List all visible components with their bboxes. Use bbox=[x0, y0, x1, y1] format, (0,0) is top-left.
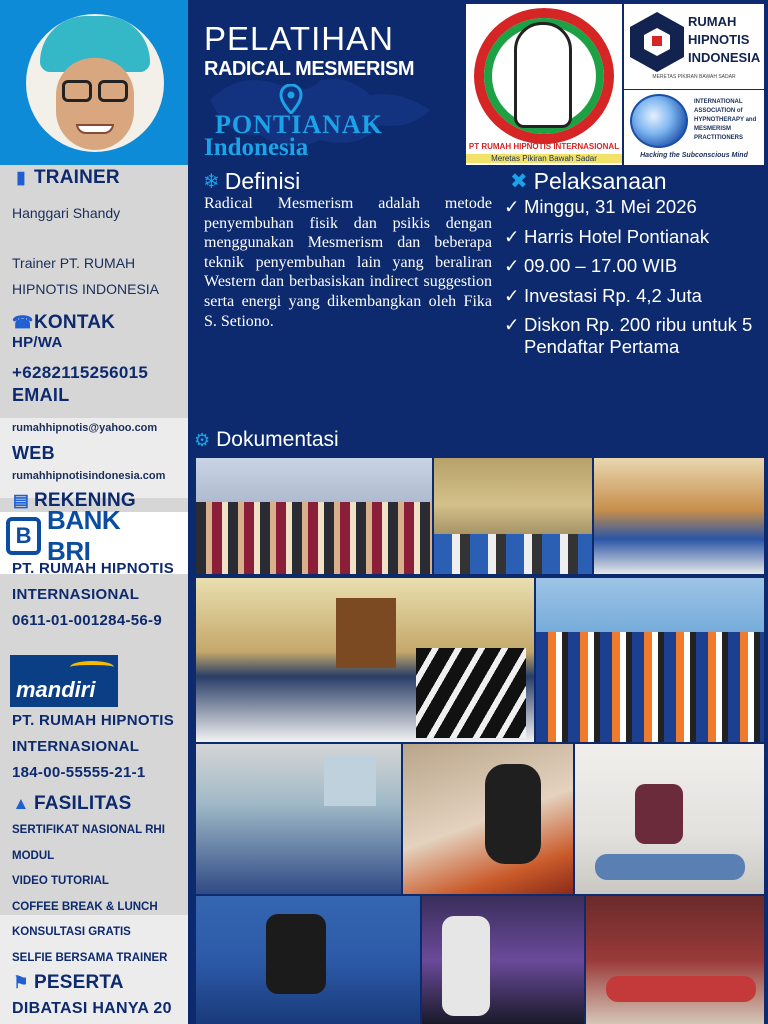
definisi-body: Radical Mesmerism adalah metode penyembuhan fisik dan psikis dengan menggunakan Mesmerism dan beberapa teknik penyembuhan lain yang beraliran Western dan berbasiskan indirect suggestion serta energi yang dikembangkan oleh Fika S. Setiono. bbox=[204, 195, 492, 330]
documentation-photo bbox=[536, 578, 764, 742]
fasilitas-item: MODUL bbox=[12, 849, 55, 862]
ganesha-mascot-icon bbox=[514, 22, 572, 128]
bri-mark-icon: B bbox=[6, 517, 41, 555]
rhi-logo: PT RUMAH HIPNOTIS INTERNASIONAL Meretas Pikiran Bawah Sadar bbox=[466, 4, 622, 165]
fasilitas-item: KONSULTASI GRATIS bbox=[12, 926, 131, 939]
briefcase-icon: ▤ bbox=[12, 491, 30, 510]
pelaksanaan-item: ✓ Harris Hotel Pontianak bbox=[504, 225, 710, 247]
pelaksanaan-heading: ✖ Pelaksanaan bbox=[510, 168, 667, 194]
trainer-heading: ▮ TRAINER bbox=[12, 167, 188, 189]
email-address[interactable]: rumahhipnotis@yahoo.com bbox=[12, 422, 158, 434]
trainer-photo-band bbox=[0, 0, 188, 165]
phone-icon: ☎ bbox=[12, 313, 34, 332]
bri-account-number: 0611-01-001284-56-9 bbox=[12, 612, 162, 629]
check-icon: ✓ bbox=[504, 255, 520, 276]
mandiri-logo: mandiri bbox=[10, 655, 118, 707]
check-icon: ✓ bbox=[504, 225, 520, 247]
peserta-text: DIBATASI HANYA 20 bbox=[12, 1000, 172, 1017]
fasilitas-list bbox=[0, 818, 188, 972]
tools-icon: ✖ bbox=[510, 170, 528, 193]
fasilitas-item: VIDEO TUTORIAL bbox=[12, 875, 109, 888]
definisi-heading: ❄ Definisi bbox=[203, 168, 301, 194]
brain-gear-icon: ⚙ bbox=[194, 429, 211, 450]
fasilitas-item: COFFEE BREAK & LUNCH bbox=[12, 900, 158, 913]
hp-label: HP/WA bbox=[12, 334, 63, 351]
documentation-photo bbox=[196, 744, 401, 894]
pelaksanaan-item: ✓ 09.00 – 17.00 WIB bbox=[504, 255, 678, 276]
fasilitas-heading: ▲ FASILITAS bbox=[12, 793, 132, 814]
flag-icon: ⚑ bbox=[13, 973, 29, 992]
documentation-photo bbox=[196, 578, 534, 742]
pelaksanaan-list bbox=[504, 196, 760, 365]
bri-logo: B BANK BRI bbox=[6, 516, 166, 556]
globe-icon bbox=[630, 94, 688, 148]
id-card-icon: ▮ bbox=[16, 168, 26, 187]
documentation-photo bbox=[403, 744, 573, 894]
documentation-photo bbox=[422, 896, 584, 1024]
hexagon-icon bbox=[652, 36, 662, 46]
event-country: Indonesia bbox=[204, 134, 309, 161]
web-label: WEB bbox=[12, 443, 55, 463]
mandiri-account-name-1: PT. RUMAH HIPNOTIS bbox=[12, 712, 175, 729]
documentation-photo bbox=[196, 458, 432, 574]
iahmp-logo: INTERNATIONAL ASSOCIATION of HYPNOTHERAPY and MESMERISM PRACTITIONERS Hacking the Subconscious Mind bbox=[624, 90, 764, 165]
peserta-heading: ⚑ PESERTA bbox=[13, 972, 124, 993]
documentation-photo bbox=[575, 744, 764, 894]
mandiri-account-number: 184-00-55555-21-1 bbox=[12, 764, 146, 781]
documentation-photo bbox=[434, 458, 592, 574]
bri-account-name-1: PT. RUMAH HIPNOTIS bbox=[12, 560, 175, 577]
pelaksanaan-item: ✓ Investasi Rp. 4,2 Juta bbox=[504, 284, 702, 306]
cog-icon: ❄ bbox=[203, 171, 220, 193]
check-icon: ✓ bbox=[504, 314, 520, 335]
pelaksanaan-item: ✓ Diskon Rp. 200 ribu untuk 5 Pendaftar Pertama bbox=[504, 314, 753, 357]
documentation-photo bbox=[586, 896, 764, 1024]
bri-account-name-2: INTERNASIONAL bbox=[12, 586, 140, 603]
fasilitas-item: SERTIFIKAT NASIONAL RHI bbox=[12, 824, 165, 836]
trainer-role-line1: Trainer PT. RUMAH bbox=[12, 255, 136, 271]
check-icon: ✓ bbox=[504, 284, 520, 306]
trainer-name: Hanggari Shandy bbox=[12, 205, 121, 221]
check-icon: ✓ bbox=[504, 196, 520, 217]
fasilitas-item: SELFIE BERSAMA TRAINER bbox=[12, 951, 168, 964]
web-address[interactable]: rumahhipnotisindonesia.com bbox=[12, 470, 166, 482]
trainer-role-line2: HIPNOTIS INDONESIA bbox=[12, 281, 160, 297]
documentation-photo bbox=[196, 896, 420, 1024]
pelaksanaan-item: ✓ Minggu, 31 Mei 2026 bbox=[504, 196, 697, 217]
graduation-cap-icon: ▲ bbox=[12, 794, 30, 813]
documentation-photo bbox=[594, 458, 764, 574]
rumah-hipnotis-indonesia-logo: RUMAH HIPNOTIS INDONESIA MERETAS PIKIRAN BAWAH SADAR bbox=[624, 4, 764, 89]
event-title: PELATIHAN bbox=[204, 20, 394, 57]
kontak-heading: ☎ KONTAK bbox=[12, 312, 116, 333]
trainer-photo bbox=[26, 14, 164, 152]
sidebar bbox=[0, 0, 188, 1024]
mandiri-account-name-2: INTERNASIONAL bbox=[12, 738, 140, 755]
event-subtitle: RADICAL MESMERISM bbox=[204, 58, 415, 80]
event-city: PONTIANAK bbox=[215, 110, 383, 139]
phone-number[interactable]: +6282115256015 bbox=[12, 363, 149, 382]
email-label: EMAIL bbox=[12, 385, 70, 405]
dokumentasi-heading: ⚙ Dokumentasi bbox=[194, 428, 339, 451]
rekening-heading: ▤ REKENING bbox=[12, 490, 136, 511]
